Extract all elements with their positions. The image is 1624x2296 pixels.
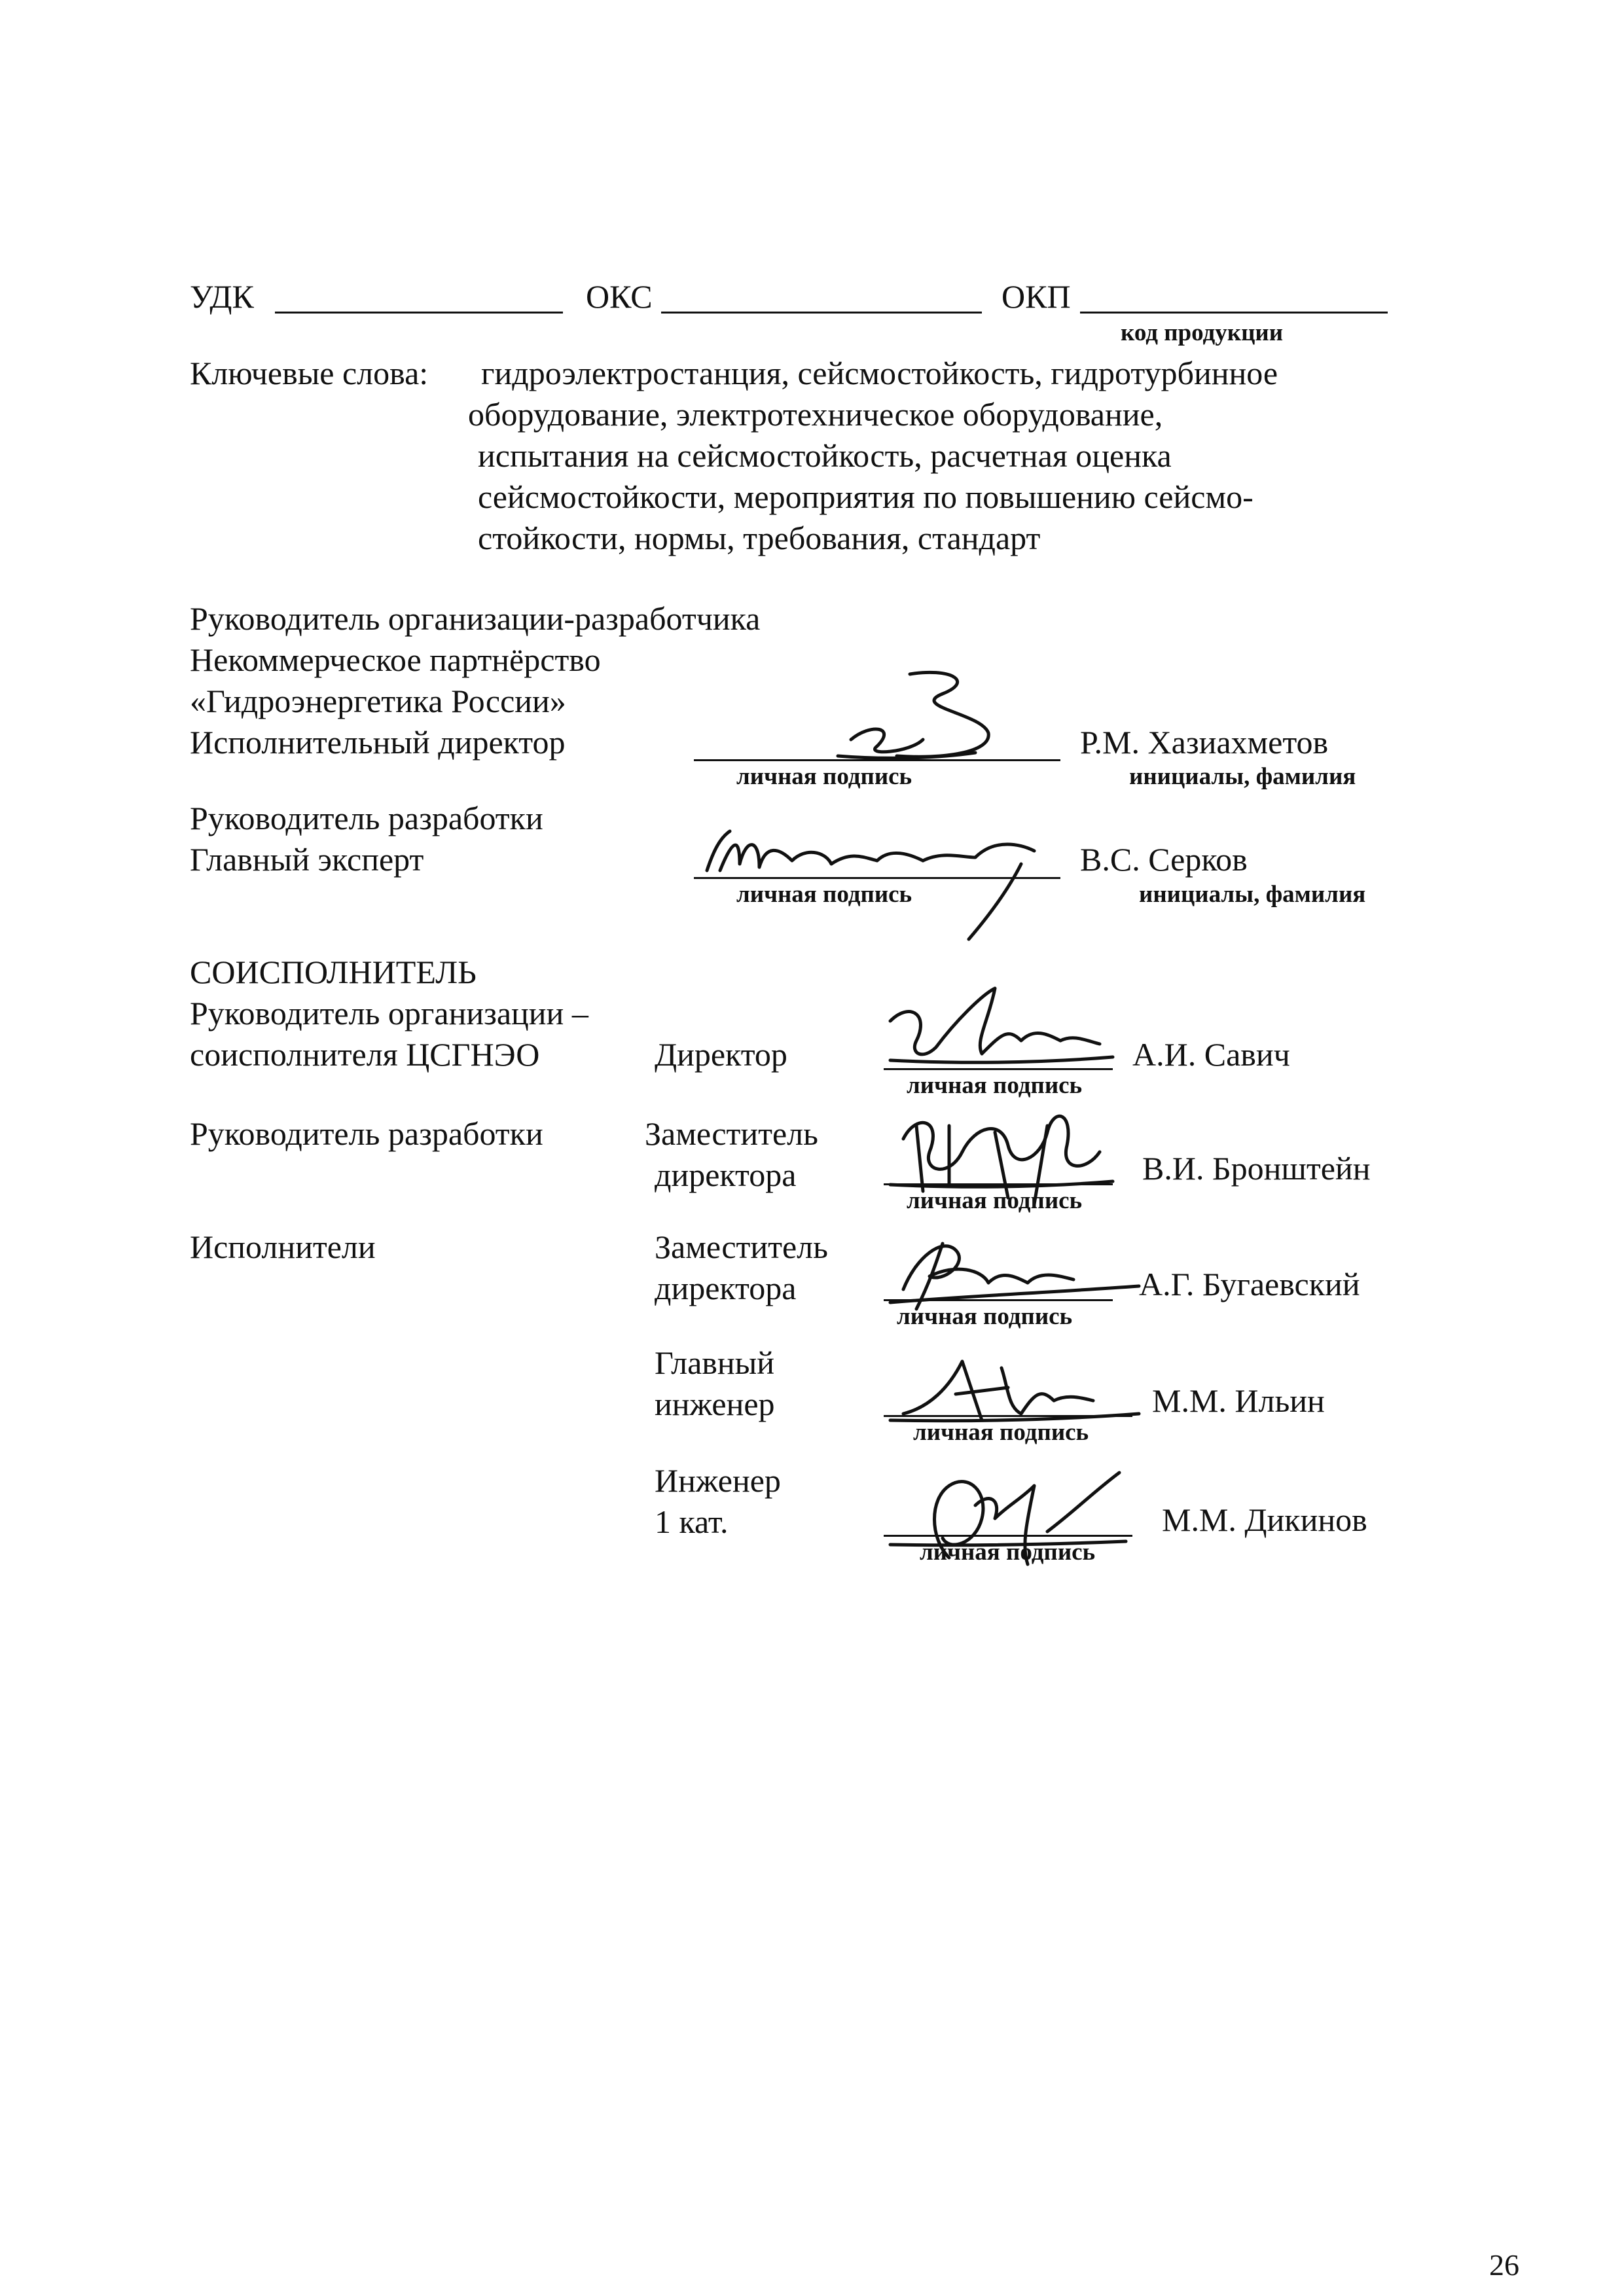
developer-lead-line-1: Руководитель разработки bbox=[190, 800, 543, 836]
okp-caption: код продукции bbox=[1121, 319, 1284, 346]
name-dikinov: М.М. Дикинов bbox=[1162, 1501, 1367, 1538]
position-director: Директор bbox=[655, 1036, 787, 1073]
name-savich: А.И. Савич bbox=[1132, 1036, 1290, 1073]
sign-caption-serkov: личная подпись bbox=[736, 881, 912, 908]
sign-caption-khaziakhmetov: личная подпись bbox=[736, 763, 912, 790]
name-caption-khaziakhmetov: инициалы, фамилия bbox=[1129, 763, 1356, 790]
coexecutor-heading: СОИСПОЛНИТЕЛЬ bbox=[190, 954, 477, 990]
okp-blank-line bbox=[1080, 312, 1388, 314]
sign-caption-bugaevsky: личная подпись bbox=[897, 1303, 1073, 1330]
name-serkov: В.С. Серков bbox=[1080, 841, 1248, 878]
name-khaziakhmetov: Р.М. Хазиахметов bbox=[1080, 724, 1329, 761]
sign-caption-dikinov: личная подпись bbox=[920, 1539, 1096, 1566]
keywords-line-5: стойкости, нормы, требования, стандарт bbox=[478, 520, 1041, 556]
name-bronshtein: В.И. Бронштейн bbox=[1142, 1150, 1371, 1187]
oks-blank-line bbox=[661, 312, 982, 314]
signature-line-ilyin bbox=[884, 1415, 1132, 1417]
sign-caption-savich: личная подпись bbox=[907, 1072, 1083, 1099]
developer-lead-line-2: Главный эксперт bbox=[190, 841, 424, 878]
coexecutor-org-line-1: Руководитель организации – bbox=[190, 995, 588, 1031]
signature-line-dikinov bbox=[884, 1535, 1132, 1537]
keywords-line-2: оборудование, электротехническое оборудование, bbox=[468, 396, 1163, 433]
sign-caption-bronshtein: личная подпись bbox=[907, 1187, 1083, 1214]
developer-head-line-3: «Гидроэнергетика России» bbox=[190, 683, 566, 719]
sign-caption-ilyin: личная подпись bbox=[913, 1419, 1089, 1446]
udk-blank-line bbox=[275, 312, 563, 314]
position-chief-engineer-line-2: инженер bbox=[655, 1386, 775, 1422]
developer-head-line-4: Исполнительный директор bbox=[190, 724, 566, 761]
developer-head-line-1: Руководитель организации-разработчика bbox=[190, 600, 761, 637]
position-engineer-line-1: Инженер bbox=[655, 1462, 781, 1499]
name-ilyin: М.М. Ильин bbox=[1152, 1382, 1325, 1419]
keywords-label: Ключевые слова: bbox=[190, 355, 429, 391]
name-caption-serkov: инициалы, фамилия bbox=[1139, 881, 1366, 908]
udk-label: УДК bbox=[190, 278, 254, 315]
position-deputy-1-line-1: Заместитель bbox=[645, 1115, 818, 1152]
position-chief-engineer-line-1: Главный bbox=[655, 1344, 775, 1381]
keywords-line-1: гидроэлектростанция, сейсмостойкость, гидротурбинное bbox=[481, 355, 1278, 391]
oks-label: ОКС bbox=[586, 278, 653, 315]
signature-image-khaziakhmetov bbox=[812, 661, 1008, 766]
page-number: 26 bbox=[1489, 2248, 1519, 2282]
signature-line-bronshtein bbox=[884, 1183, 1113, 1185]
signature-image-savich bbox=[877, 982, 1126, 1073]
coexecutor-lead-label: Руководитель разработки bbox=[190, 1115, 543, 1152]
coexecutor-org-line-2: соисполнителя ЦСГНЭО bbox=[190, 1036, 540, 1073]
signature-line-savich bbox=[884, 1068, 1113, 1070]
position-deputy-1-line-2: директора bbox=[655, 1157, 797, 1193]
keywords-line-3: испытания на сейсмостойкость, расчетная оценка bbox=[478, 437, 1172, 474]
signature-line-bugaevsky bbox=[884, 1299, 1113, 1301]
developer-head-line-2: Некоммерческое партнёрство bbox=[190, 641, 601, 678]
okp-label: ОКП bbox=[1001, 278, 1071, 315]
position-engineer-line-2: 1 кат. bbox=[655, 1503, 729, 1540]
executors-label: Исполнители bbox=[190, 1229, 376, 1265]
position-deputy-2-line-2: директора bbox=[655, 1270, 797, 1306]
keywords-line-4: сейсмостойкости, мероприятия по повышению сейсмо- bbox=[478, 478, 1254, 515]
position-deputy-2-line-1: Заместитель bbox=[655, 1229, 828, 1265]
name-bugaevsky: А.Г. Бугаевский bbox=[1139, 1266, 1360, 1302]
signature-line-serkov bbox=[694, 877, 1060, 879]
signature-line-khaziakhmetov bbox=[694, 759, 1060, 761]
